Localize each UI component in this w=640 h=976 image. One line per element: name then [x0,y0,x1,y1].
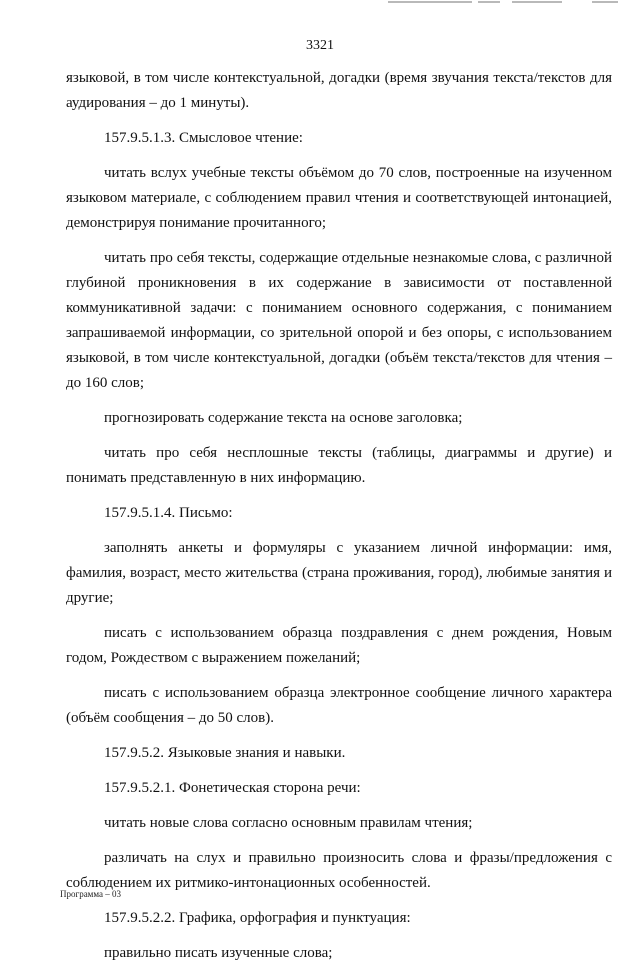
page-number: 3321 [306,38,334,53]
section-heading: 157.9.5.1.4. Письмо: [104,505,233,521]
paragraph: прогнозировать содержание текста на основе заголовка; [104,410,463,426]
paragraph: писать с использованием образца поздравления с днем рождения, Новым годом, Рождеством с выражением пожеланий; [66,625,612,666]
paragraph: писать с использованием образца электронное сообщение личного характера (объём сообщения – до 50 слов). [66,685,612,726]
paragraph: читать про себя тексты, содержащие отдельные незнакомые слова, с различной глубиной проникновения в их содержание в зависимости от поставленной коммуникативной задачи: с пониманием основного содержания, с пониманием запрашиваемой информации, со зрительной опорой и без опоры, с использованием языковой, в том числе контекстуальной, догадки (объём текста/текстов для чтения – до 160 слов; [66,250,612,391]
paragraph: заполнять анкеты и формуляры с указанием личной информации: имя, фамилия, возраст, место жительства (страна проживания, город), любимые занятия и другие; [66,540,612,606]
paragraph: различать на слух и правильно произносить слова и фразы/предложения с соблюдением их ритмико-интонационных особенностей. [66,850,612,891]
paragraph: читать про себя несплошные тексты (таблицы, диаграммы и другие) и понимать представленную в них информацию. [66,445,612,486]
paragraph: читать вслух учебные тексты объёмом до 70 слов, построенные на изученном языковом материале, с соблюдением правил чтения и соответствующей интонацией, демонстрируя понимание прочитанного; [66,165,612,231]
paragraph: правильно писать изученные слова; [104,945,333,961]
section-heading: 157.9.5.1.3. Смысловое чтение: [104,130,303,146]
section-heading: 157.9.5.2.1. Фонетическая сторона речи: [104,780,361,796]
paragraph: читать новые слова согласно основным правилам чтения; [104,815,473,831]
section-heading: 157.9.5.2. Языковые знания и навыки. [104,745,346,761]
footer-label: Программа – 03 [60,889,122,899]
section-heading: 157.9.5.2.2. Графика, орфография и пунктуация: [104,910,411,926]
paragraph: языковой, в том числе контекстуальной, догадки (время звучания текста/текстов для аудирования – до 1 минуты). [66,70,612,111]
document-body [66,66,612,976]
top-scan-rule [0,0,640,4]
